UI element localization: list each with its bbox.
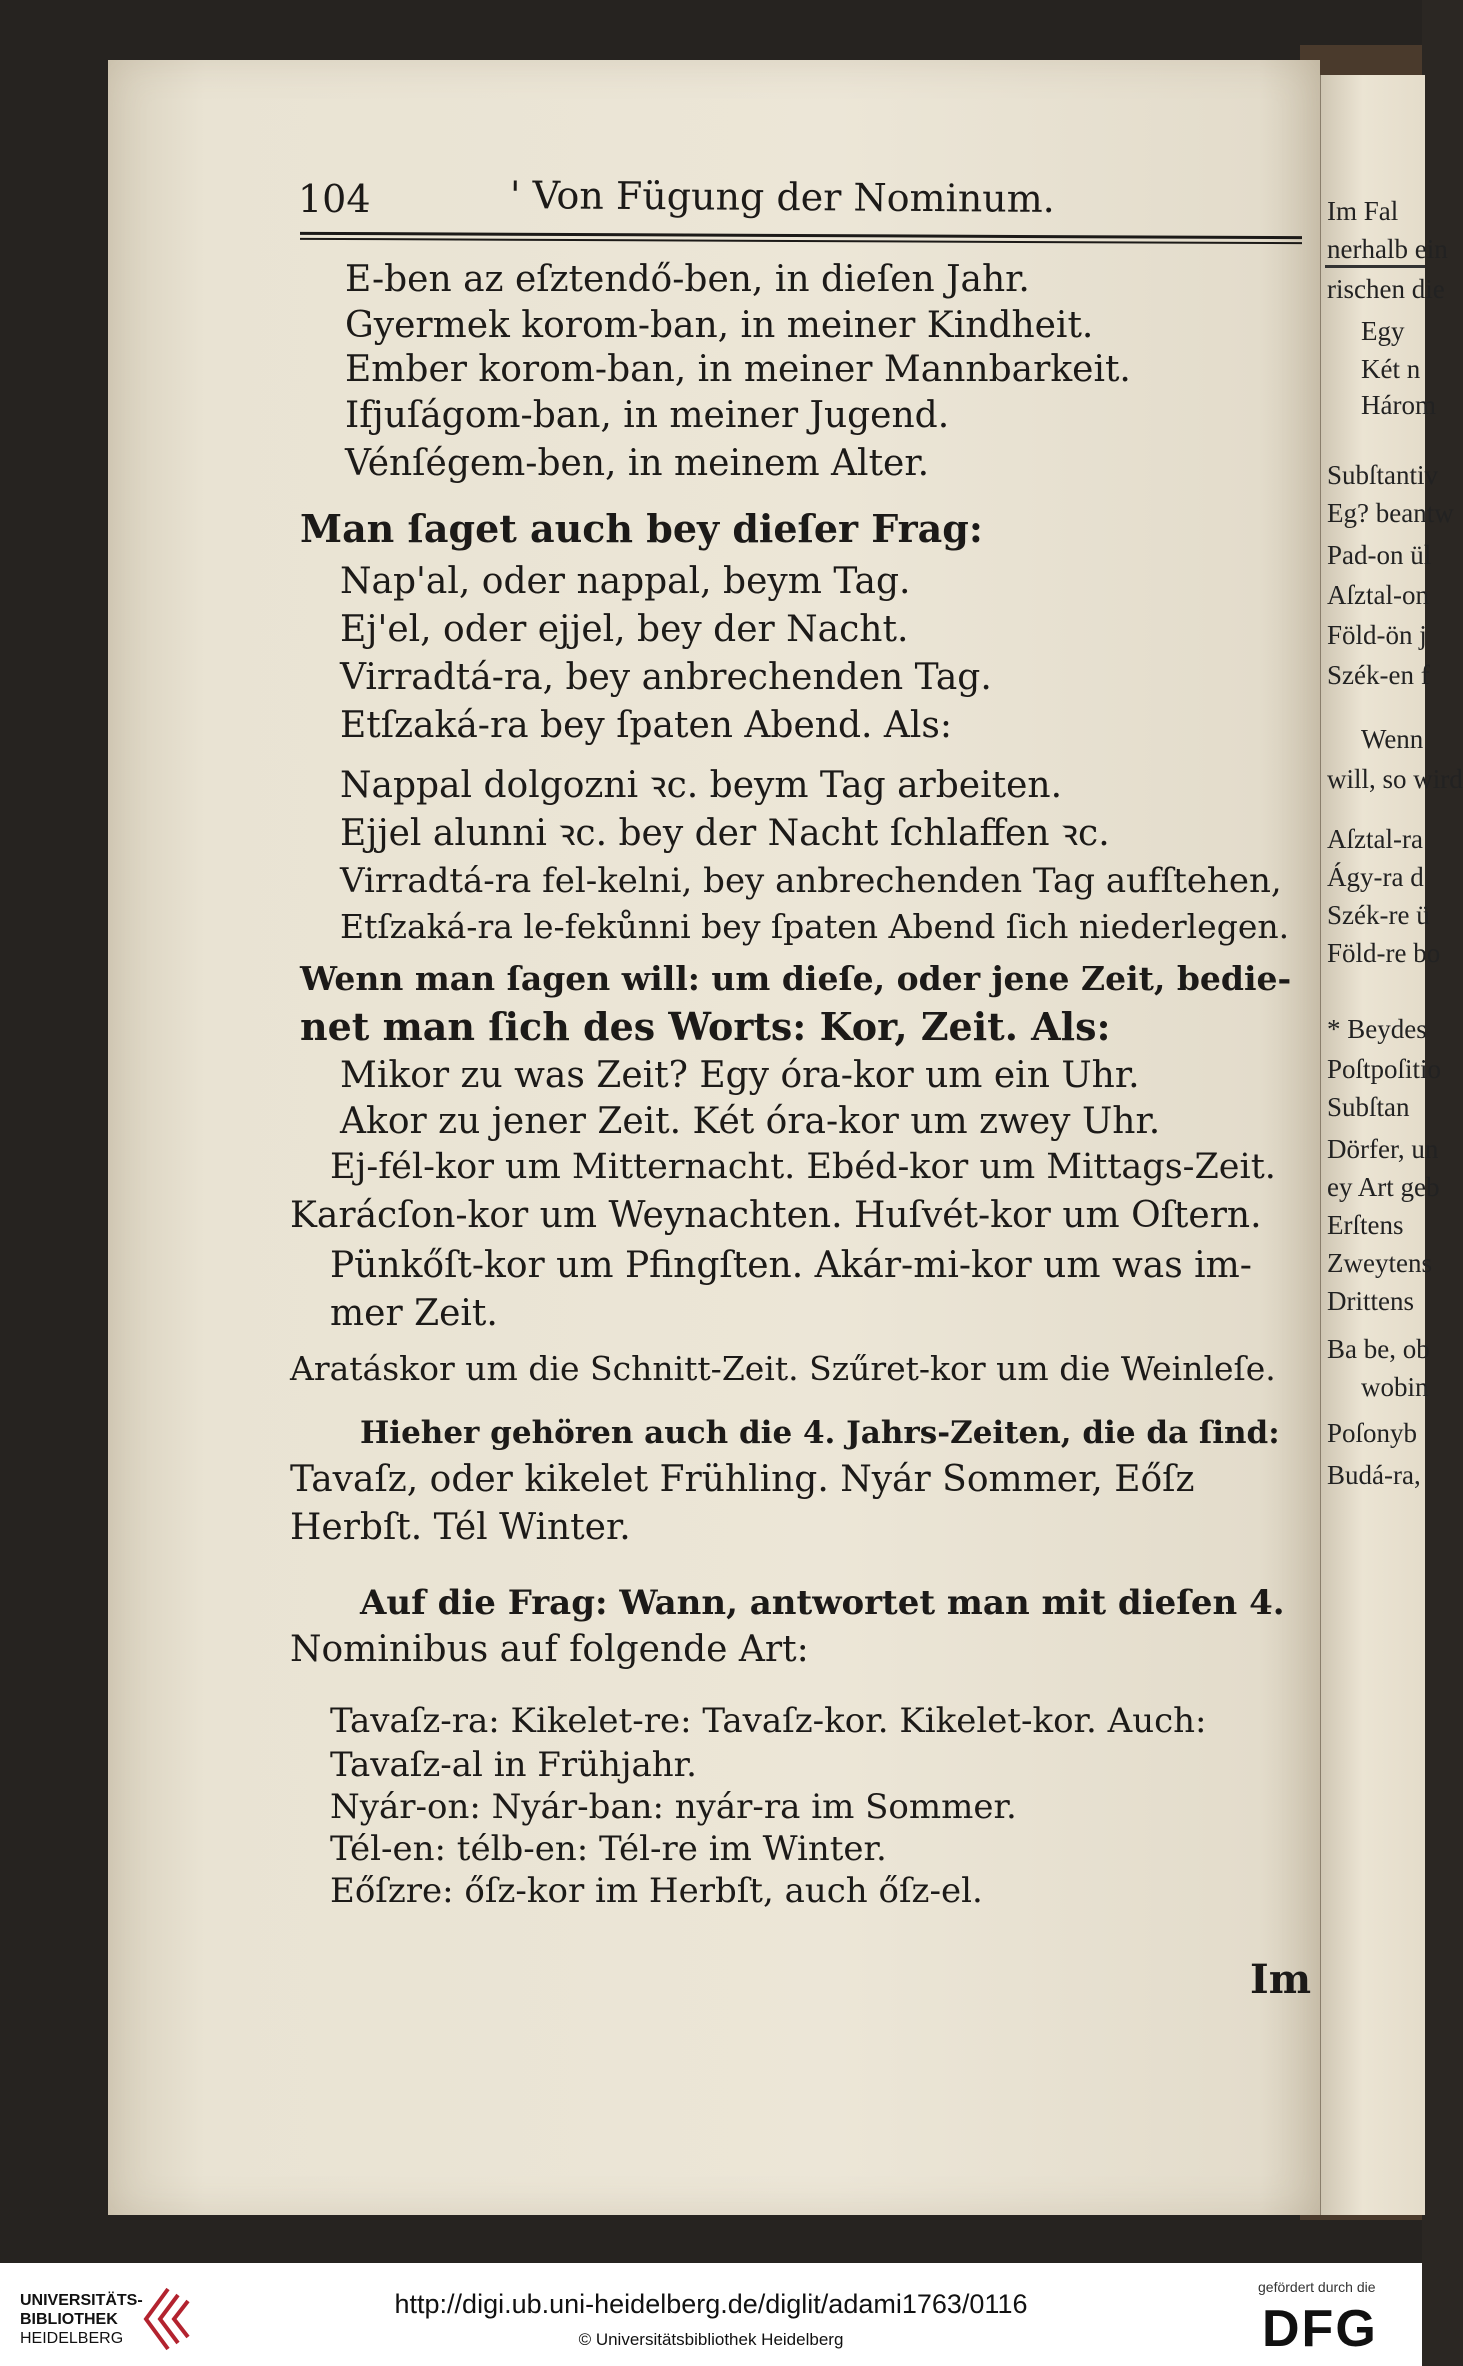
text-line: Etſzaká-ra le-fekůnni bey ſpaten Abend ſich niederlegen. (340, 907, 1290, 946)
facing-page-fragment: Aſztal-on (1327, 580, 1429, 610)
text-line: Auf die Frag: Wann, antwortet man mit dieſen 4. (360, 1583, 1285, 1623)
facing-page-fragment: Szék-re ü (1327, 900, 1430, 930)
running-title: ' Von Fügung der Nominum. (509, 173, 1056, 221)
text-line: Gyermek korom-ban, in meiner Kindheit. (345, 305, 1094, 346)
text-line: Ejjel alunni ꝛc. bey der Nacht ſchlaffen ꝛc. (340, 813, 1110, 854)
facing-page-fragment: Pad-on ül (1327, 540, 1432, 570)
facing-page-fragment: Poſonyb (1327, 1418, 1418, 1448)
facing-page-fragment: Aſztal-ra (1327, 824, 1423, 854)
facing-page-fragment: ey Art geb (1327, 1172, 1440, 1202)
text-line: Hieher gehören auch die 4. Jahrs-Zeiten, die da ſind: (360, 1415, 1280, 1451)
facing-page-rule (1325, 265, 1425, 268)
text-line: Etſzaká-ra bey ſpaten Abend. Als: (340, 705, 952, 746)
facing-page-fragment: Szék-en f (1327, 660, 1430, 690)
facing-page-fragment: Ágy-ra d (1327, 862, 1424, 892)
text-line: Ej'el, oder ejjel, bey der Nacht. (340, 609, 909, 650)
facing-page-fragment: Drittens (1327, 1286, 1414, 1316)
facing-page-fragment: Zweytens (1327, 1248, 1432, 1278)
text-line: Akor zu jener Zeit. Két óra-kor um zwey Uhr. (340, 1101, 1161, 1142)
library-name-line1: UNIVERSITÄTS- (20, 2292, 143, 2309)
text-line: Man ſaget auch bey dieſer Frag: (300, 506, 983, 551)
text-line: Aratáskor um die Schnitt-Zeit. Szűret-kor um die Weinleſe. (290, 1349, 1276, 1388)
text-line: Tavaſz, oder kikelet Frühling. Nyár Sommer, Eőſz (290, 1459, 1195, 1500)
facing-page-fragment: nerhalb ein (1327, 234, 1448, 264)
text-line: Tél-en: télb-en: Tél-re im Winter. (330, 1829, 887, 1869)
text-line: net man ſich des Worts: Kor, Zeit. Als: (300, 1004, 1111, 1049)
catchword: Im (1250, 1956, 1312, 2003)
facing-page-fragment: Poſtpoſitio (1327, 1054, 1442, 1084)
facing-page-fragment: will, so wird (1327, 764, 1463, 794)
text-line: Mikor zu was Zeit? Egy óra-kor um ein Uhr. (340, 1055, 1140, 1096)
permalink-url[interactable]: http://digi.ub.uni-heidelberg.de/diglit/adami1763/0116 (394, 2289, 1028, 2319)
facing-page (1318, 75, 1463, 2215)
facing-page-fragment: Föld-re bo (1327, 938, 1441, 968)
facing-page-fragment: Három (1361, 390, 1436, 420)
text-line: Wenn man ſagen will: um dieſe, oder jene Zeit, bedie- (300, 959, 1292, 998)
text-line: Ej-fél-kor um Mitternacht. Ebéd-kor um Mittags-Zeit. (330, 1147, 1276, 1187)
facing-page-fragment: Budá-ra, (1327, 1460, 1421, 1490)
text-line: Eőſzre: őſz-kor im Herbſt, auch őſz-el. (330, 1871, 983, 1911)
text-line: Tavaſz-al in Frühjahr. (330, 1745, 697, 1785)
facing-page-fragment: Im Fal (1327, 196, 1399, 226)
text-line: Nap'al, oder nappal, beym Tag. (340, 561, 911, 602)
facing-page-fragment: Ba be, ob (1327, 1334, 1430, 1364)
copyright-notice: © Universitätsbibliothek Heidelberg (578, 2330, 844, 2349)
facing-page-fragment: Két n (1361, 354, 1421, 384)
funder-note: gefördert durch die (1258, 2279, 1376, 2295)
facing-page-fragment: wobin (1361, 1372, 1429, 1402)
text-line: Nominibus auf folgende Art: (290, 1629, 809, 1670)
text-line: Ember korom-ban, in meiner Mannbarkeit. (345, 349, 1131, 390)
facing-page-fragment: rischen die (1327, 274, 1445, 304)
dfg-logo: DFG (1262, 2300, 1378, 2358)
facing-page-fragment: Wenn (1361, 724, 1424, 754)
facing-page-fragment: Dörfer, un (1327, 1134, 1439, 1164)
text-line: Vénſégem-ben, in meinem Alter. (345, 443, 930, 484)
facing-page-fragment: Egy (1361, 316, 1405, 346)
text-line: Tavaſz-ra: Kikelet-re: Tavaſz-kor. Kikelet-kor. Auch: (330, 1701, 1207, 1741)
facing-page-fragment: Subſtantiv (1327, 460, 1439, 490)
text-line: mer Zeit. (330, 1293, 498, 1334)
facing-page-fragment: Subſtan (1327, 1092, 1410, 1122)
text-line: Karácſon-kor um Weynachten. Huſvét-kor um Oſtern. (290, 1195, 1262, 1236)
text-line: Herbſt. Tél Winter. (290, 1507, 631, 1548)
facing-page-fragment: Föld-ön j (1327, 620, 1427, 650)
text-line: Ifjuſágom-ban, in meiner Jugend. (345, 395, 950, 436)
text-line: Virradtá-ra fel-kelni, bey anbrechenden Tag aufſtehen, (340, 861, 1282, 901)
text-line: Nyár-on: Nyár-ban: nyár-ra im Sommer. (330, 1787, 1017, 1827)
text-line: E-ben az eſztendő-ben, in dieſen Jahr. (345, 259, 1030, 300)
facing-page-fragment: Eg? beantw (1327, 498, 1454, 528)
page-number: 104 (298, 177, 371, 221)
library-name-line3: HEIDELBERG (20, 2330, 124, 2347)
text-line: Virradtá-ra, bey anbrechenden Tag. (340, 657, 992, 698)
facing-page-fragment: Erſtens (1327, 1210, 1404, 1240)
footer-bar (0, 2263, 1422, 2366)
text-line: Pünkőſt-kor um Pfingſten. Akár-mi-kor um was im- (330, 1245, 1252, 1286)
text-line: Nappal dolgozni ꝛc. beym Tag arbeiten. (340, 765, 1063, 806)
facing-page-fragment: * Beydes (1327, 1014, 1427, 1044)
library-name-line2: BIBLIOTHEK (20, 2311, 118, 2328)
